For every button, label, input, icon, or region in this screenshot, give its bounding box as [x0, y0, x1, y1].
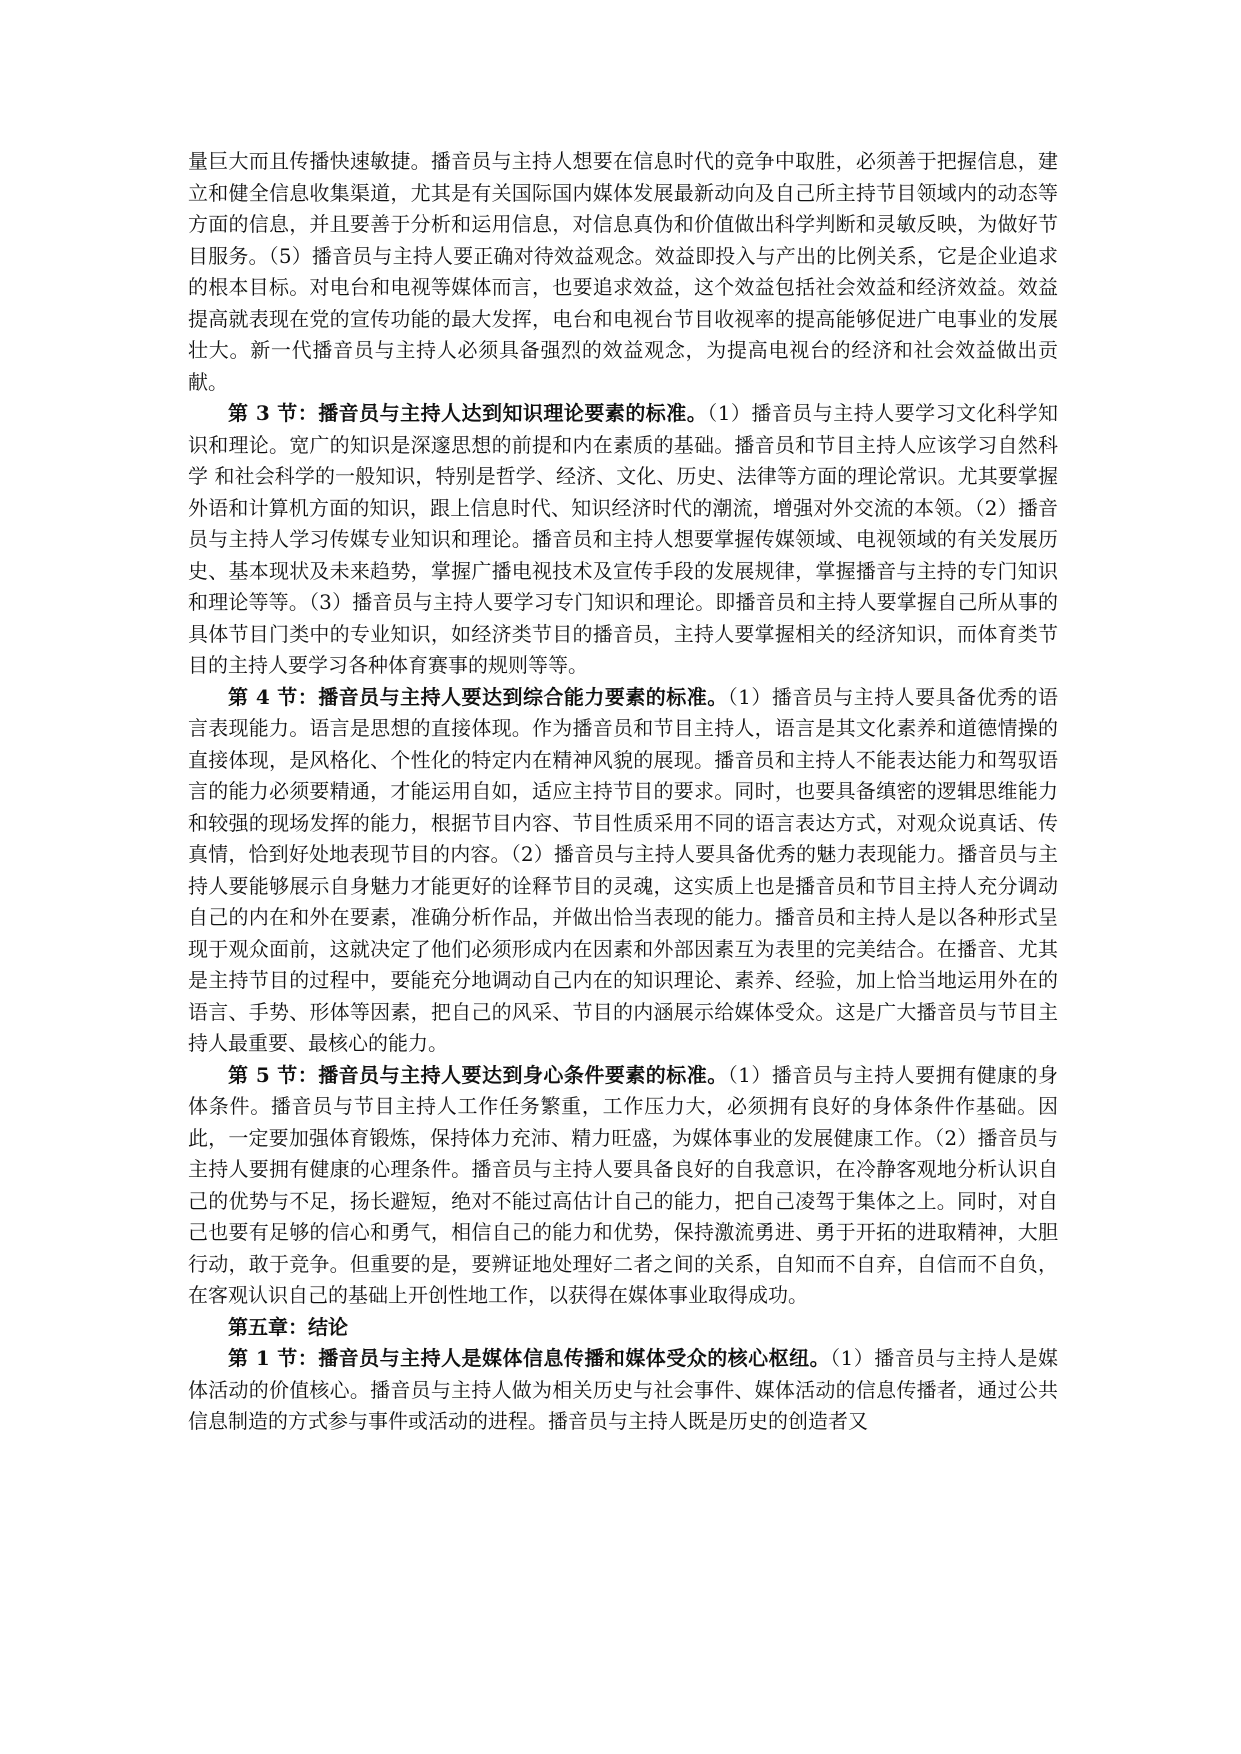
paragraph-intro — [188, 146, 1058, 398]
paragraph-section-5 — [188, 1060, 1058, 1312]
section-4-heading: 第 4 节：播音员与主持人要达到综合能力要素的标准。 — [228, 684, 728, 709]
paragraph-chapter5-section-1 — [188, 1343, 1058, 1438]
paragraph-text: （1）播音员与主持人要具备优秀的语言表现能力。语言是思想的直接体现。作为播音员和节目主持人，语言是其文化素养和道德情操的直接体现，是风格化、个性化的特定内在精神风貌的展现。播音员和主持人不能表达能力和驾驭语言的能力必须要精通，才能运用自如，适应主持节目的要求。同时，也要具备缜密的逻辑思维能力和较强的现场发挥的能力，根据节目内容、节目性质采用不同的语言表达方式，对观众说真话、传真情，恰到好处地表现节目的内容。（2）播音员与主持人要具备优秀的魅力表现能力。播音员与主持人要能够展示自身魅力才能更好的诠释节目的灵魂，这实质上也是播音员和节目主持人充分调动自己的内在和外在要素，准确分析作品，并做出恰当表现的能力。播音员和主持人是以各种形式呈现于观众面前，这就决定了他们必须形成内在因素和外部因素互为表里的完美结合。在播音、尤其是主持节目的过程中，要能充分地调动自己内在的知识理论、素养、经验，加上恰当地运用外在的语言、手势、形体等因素，把自己的风采、节目的内涵展示给媒体受众。这是广大播音员与节目主持人最重要、最核心的能力。 — [188, 684, 1058, 1055]
paragraph-text: （1）播音员与主持人要学习文化科学知识和理论。宽广的知识是深邃思想的前提和内在素质的基础。播音员和节目主持人应该学习自然科学 和社会科学的一般知识，特别是哲学、经济、文化、历史、法律等方面的理论常识。尤其要掌握外语和计算机方面的知识，跟上信息时代、知识经济时代的潮流，增强对外交流的本领。（2）播音员与主持人学习传媒专业知识和理论。播音员和主持人想要掌握传媒领域、电视领域的有关发展历史、基本现状及未来趋势，掌握广播电视技术及宣传手段的发展规律，掌握播音与主持的专门知识和理论等等。（3）播音员与主持人要学习专门知识和理论。即播音员和主持人要掌握自己所从事的具体节目门类中的专业知识，如经济类节目的播音员，主持人要掌握相关的经济知识，而体育类节目的主持人要学习各种体育赛事的规则等等。 — [188, 401, 1058, 677]
paragraph-section-3 — [188, 398, 1058, 682]
chapter5-section-1-heading: 第 1 节：播音员与主持人是媒体信息传播和媒体受众的核心枢纽。 — [228, 1346, 831, 1370]
paragraph-section-4 — [188, 682, 1058, 1060]
paragraph-text: （1）播音员与主持人要拥有健康的身体条件。播音员与节目主持人工作任务繁重，工作压力大，必须拥有良好的身体条件作基础。因此，一定要加强体育锻炼，保持体力充沛、精力旺盛，为媒体事业的发展健康工作。（2）播音员与主持人要拥有健康的心理条件。播音员与主持人要具备良好的自我意识，在冷静客观地分析认识自己的优势与不足，扬长避短，绝对不能过高估计自己的能力，把自己凌驾于集体之上。同时，对自己也要有足够的信心和勇气，相信自己的能力和优势，保持激流勇进、勇于开拓的进取精神，大胆行动，敢于竞争。但重要的是，要辨证地处理好二者之间的关系，自知而不自弃，自信而不自负，在客观认识自己的基础上开创性地工作，以获得在媒体事业取得成功。 — [188, 1062, 1058, 1307]
chapter-heading: 第五章：结论 — [228, 1314, 348, 1339]
paragraph-text: （1）播音员与主持人是媒体活动的价值核心。播音员与主持人做为相关历史与社会事件、媒体活动的信息传播者，通过公共信息制造的方式参与事件或活动的进程。播音员与主持人既是历史的创造者又 — [188, 1346, 1058, 1433]
document-page — [188, 146, 1058, 1438]
paragraph-text: 量巨大而且传播快速敏捷。播音员与主持人想要在信息时代的竞争中取胜，必须善于把握信息，建立和健全信息收集渠道，尤其是有关国际国内媒体发展最新动向及自己所主持节目领域内的动态等方面的信息，并且要善于分析和运用信息，对信息真伪和价值做出科学判断和灵敏反映，为做好节目服务。（5）播音员与主持人要正确对待效益观念。效益即投入与产出的比例关系，它是企业追求的根本目标。对电台和电视等媒体而言，也要追求效益，这个效益包括社会效益和经济效益。效益提高就表现在党的宣传功能的最大发挥，电台和电视台节目收视率的提高能够促进广电事业的发展壮大。新一代播音员与主持人必须具备强烈的效益观念，为提高电视台的经济和社会效益做出贡献。 — [188, 149, 1058, 394]
section-3-heading: 第 3 节：播音员与主持人达到知识理论要素的标准。 — [228, 401, 708, 425]
section-5-heading: 第 5 节：播音员与主持人要达到身心条件要素的标准。 — [228, 1062, 728, 1087]
